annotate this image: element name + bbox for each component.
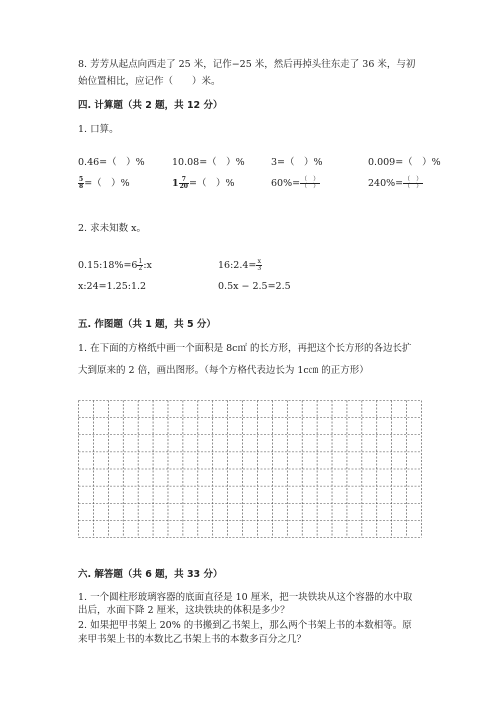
oral-item-2: 10.08=（ ）% bbox=[172, 157, 245, 168]
oral-item-6 bbox=[172, 177, 234, 190]
fraction-denominator: （ ） bbox=[301, 183, 320, 190]
fraction-numerator: x bbox=[257, 258, 261, 265]
drawing-question-line-2: 大到原来的 2 倍，画出图形。（每个方格代表边长为 1c㎝ 的正方形） bbox=[78, 365, 369, 376]
fraction bbox=[179, 177, 189, 190]
fraction-numerator: 1 bbox=[138, 258, 143, 265]
fraction-denominator: 8 bbox=[79, 183, 84, 190]
oral-calc-label: 1. 口算。 bbox=[78, 124, 119, 135]
answer-question-1-line-2: 出后，水面下降 2 厘米，这块铁块的体积是多少？ bbox=[78, 605, 290, 616]
fraction bbox=[256, 259, 262, 272]
oral-item-4: 0.009=（ ）% bbox=[368, 157, 441, 168]
equation-4: 0.5x − 2.5=2.5 bbox=[218, 281, 291, 292]
answer-question-1-line-1: 1. 一个圆柱形玻璃容器的底面直径是 10 厘米，把一块铁块从这个容器的水中取 bbox=[78, 592, 413, 603]
solve-x-label: 2. 求未知数 x。 bbox=[78, 223, 146, 234]
fraction-denominator: 20 bbox=[179, 183, 188, 190]
fraction-numerator: 7 bbox=[179, 177, 189, 184]
question-8-line-1: 8. 芳芳从起点向西走了 25 米，记作−25 米，然后再掉头往东走了 36 米，与初 bbox=[78, 59, 416, 70]
equation-1-post: :x bbox=[143, 260, 152, 271]
fraction-denominator: （ ） bbox=[404, 183, 423, 190]
oral-item-5-rest: =（ ）% bbox=[84, 178, 130, 189]
equation-2 bbox=[218, 259, 262, 272]
fraction-numerator: （ ） bbox=[301, 176, 320, 183]
section-5-title: 五. 作图题（共 1 题，共 5 分） bbox=[78, 319, 216, 330]
oral-item-6-rest: =（ ）% bbox=[188, 178, 235, 189]
fraction bbox=[403, 177, 423, 190]
equation-1-pre: 0.15:18%=6 bbox=[78, 260, 138, 271]
oral-item-5 bbox=[78, 177, 130, 190]
oral-item-7 bbox=[271, 177, 320, 190]
fraction-numerator: （ ） bbox=[404, 176, 423, 183]
equation-3: x:24=1.25:1.2 bbox=[78, 281, 147, 292]
oral-item-8 bbox=[368, 177, 423, 190]
equation-1 bbox=[78, 259, 152, 272]
oral-item-8-pre: 240%= bbox=[368, 178, 404, 189]
drawing-question-line-1: 1. 在下面的方格纸中画一个面积是 8c㎡ 的长方形，再把这个长方形的各边长扩 bbox=[78, 343, 412, 354]
question-8-line-2: 始位置相比，应记作（ ）米。 bbox=[78, 76, 221, 87]
oral-item-1: 0.46=（ ）% bbox=[78, 157, 145, 168]
answer-question-2-line-1: 2. 如果把甲书架上 20% 的书搬到乙书架上，那么两个书架上书的本数相等。原 bbox=[78, 620, 412, 631]
fraction-denominator: 2 bbox=[138, 265, 143, 272]
oral-item-7-pre: 60%= bbox=[271, 178, 301, 189]
equation-2-pre: 16:2.4= bbox=[218, 260, 257, 271]
section-4-title: 四. 计算题（共 2 题，共 12 分） bbox=[78, 100, 223, 111]
mixed-whole: 1 bbox=[172, 178, 179, 189]
square-grid-paper[interactable] bbox=[78, 400, 422, 538]
fraction-numerator: 5 bbox=[79, 176, 84, 183]
fraction bbox=[300, 177, 320, 190]
section-6-title: 六. 解答题（共 6 题，共 33 分） bbox=[78, 569, 223, 580]
fraction-denominator: 3 bbox=[257, 265, 262, 272]
answer-question-2-line-2: 来甲书架上书的本数比乙书架上书的本数多百分之几？ bbox=[78, 634, 307, 645]
oral-item-3: 3=（ ）% bbox=[271, 157, 323, 168]
